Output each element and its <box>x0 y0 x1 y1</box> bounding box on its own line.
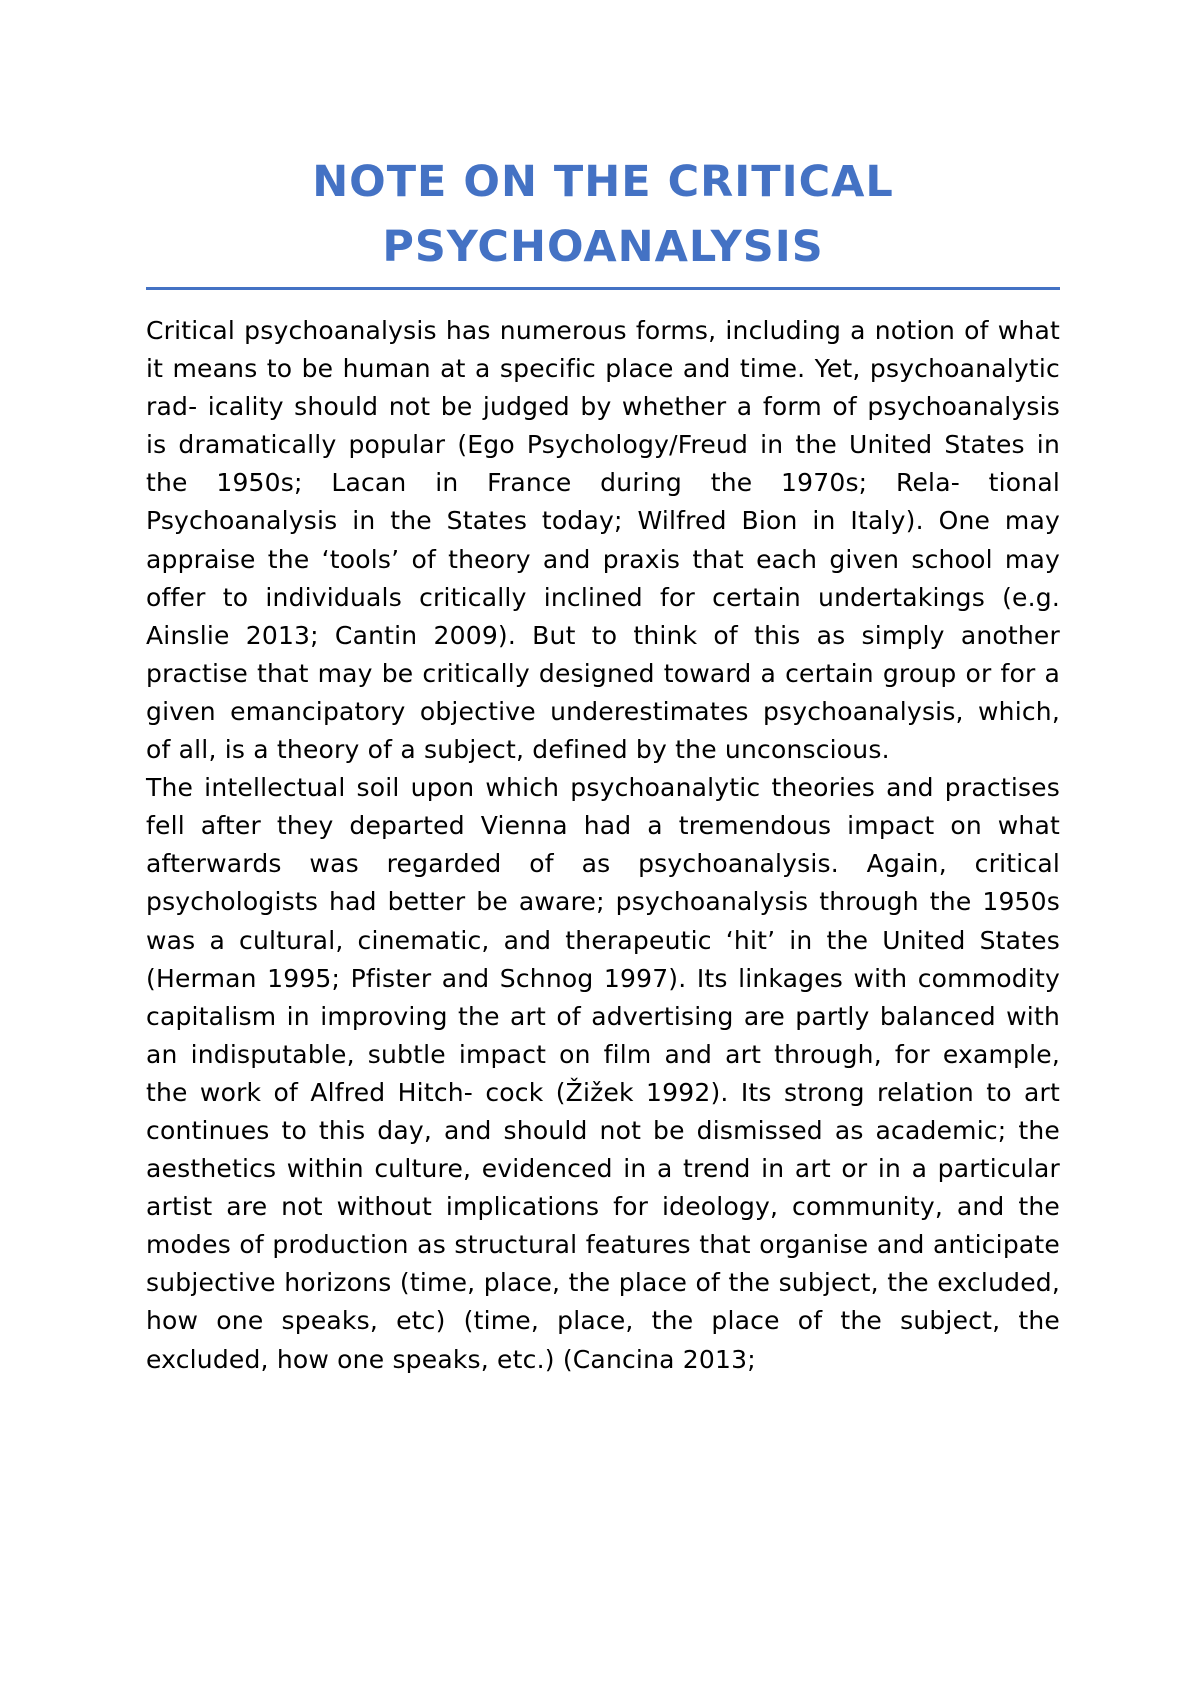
title-line-1: NOTE ON THE CRITICAL <box>312 157 894 207</box>
title-line-2: PSYCHOANALYSIS <box>382 222 824 272</box>
title-underline-divider <box>146 287 1060 290</box>
body-paragraph-1: Critical psychoanalysis has numerous forms, including a notion of what it means to be human at a specific place and time. Yet, psychoanalytic rad- icality should not be judged by whether a form of psychoanalysis is dramatically popular (Ego Psychology/Freud in the United States in the 1950s; Lacan in France during the 1970s; Rela- tional Psychoanalysis in the States today; Wilfred Bion in Italy). One may appraise the ‘tools’ of theory and praxis that each given school may offer to individuals critically inclined for certain undertakings (e.g. Ainslie 2013; Cantin 2009). But to think of this as simply another practise that may be critically designed toward a certain group or for a given emancipatory objective underestimates psychoanalysis, which, of all, is a theory of a subject, defined by the unconscious. <box>146 316 1060 765</box>
document-content <box>146 150 1060 1379</box>
document-title <box>146 150 1060 280</box>
body-paragraph-2: The intellectual soil upon which psychoanalytic theories and practises fell after they departed Vienna had a tremendous impact on what afterwards was regarded of as psychoanalysis. Again, critical psychologists had better be aware; psychoanalysis through the 1950s was a cultural, cinematic, and therapeutic ‘hit’ in the United States (Herman 1995; Pfister and Schnog 1997). Its linkages with commodity capitalism in improving the art of advertising are partly balanced with an indisputable, subtle impact on film and art through, for example, the work of Alfred Hitch- cock (Žižek 1992). Its strong relation to art continues to this day, and should not be dismissed as academic; the aesthetics within culture, evidenced in a trend in art or in a particular artist are not without implications for ideology, community, and the modes of production as structural features that organise and anticipate subjective horizons (time, place, the place of the subject, the excluded, how one speaks, etc) (time, place, the place of the subject, the excluded, how one speaks, etc.) (Cancina 2013; <box>146 773 1060 1374</box>
